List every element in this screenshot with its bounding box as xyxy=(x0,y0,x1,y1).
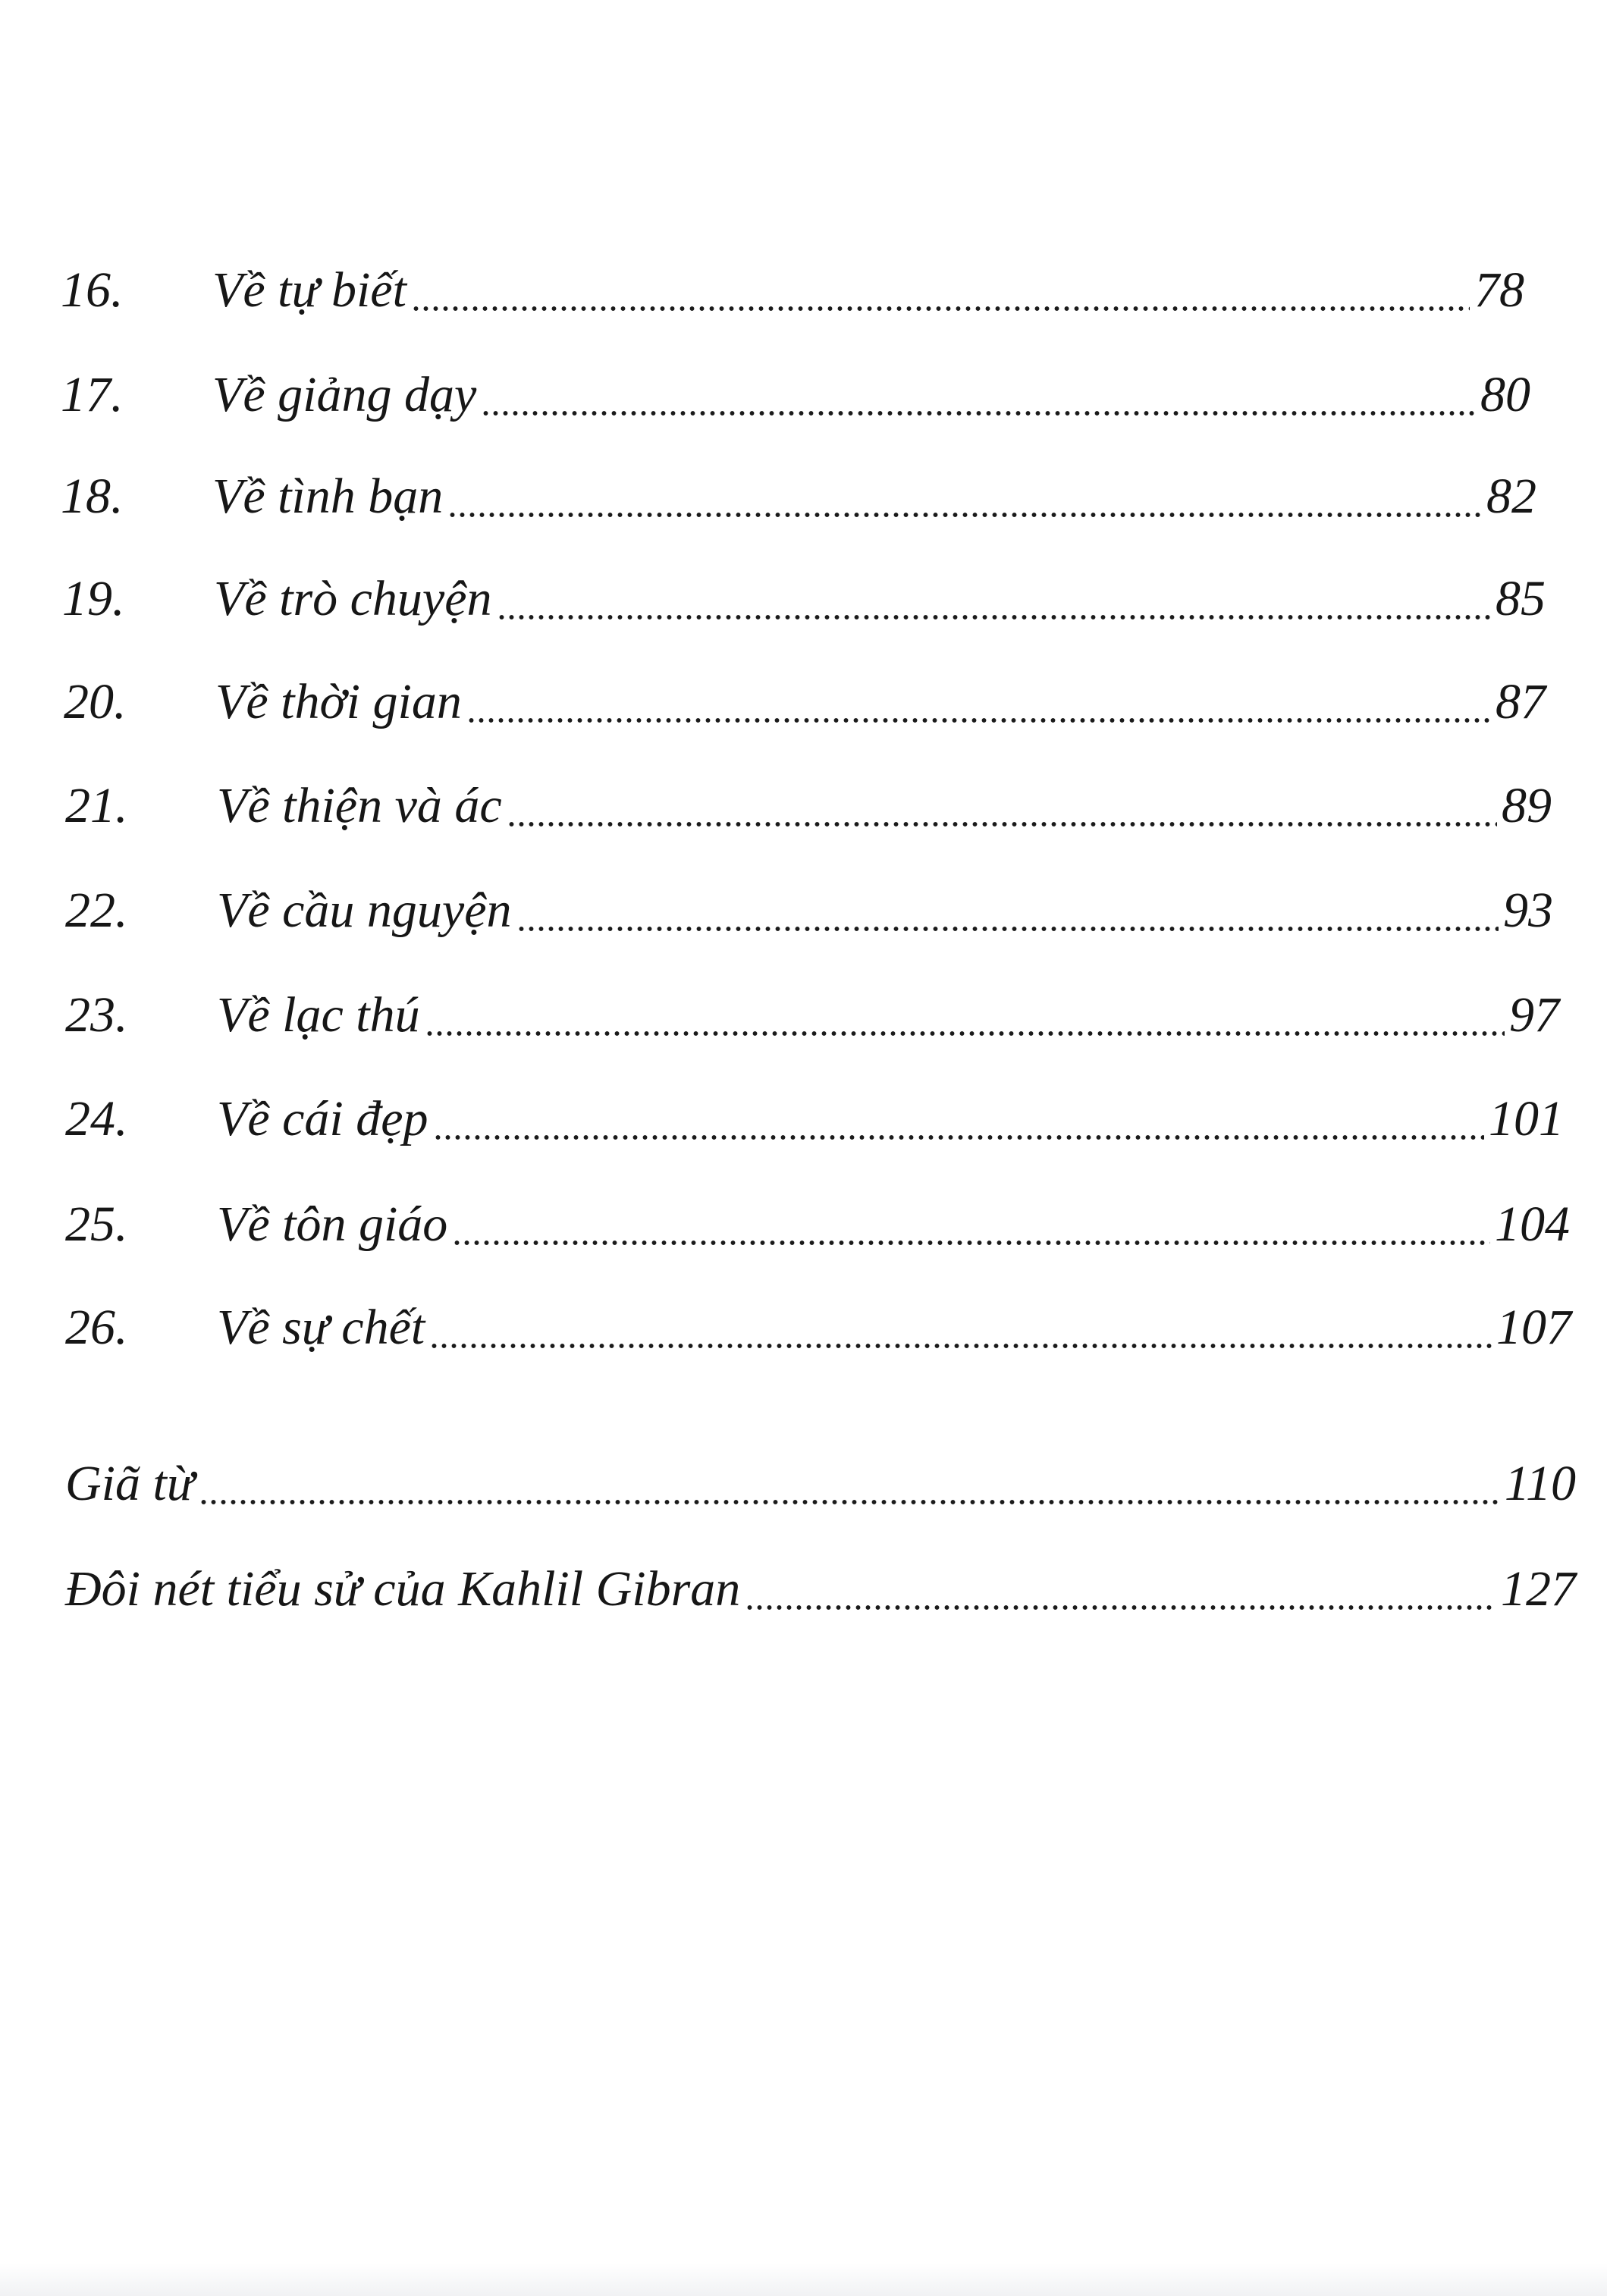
dot-leader xyxy=(507,822,1497,826)
chapter-number: 16. xyxy=(61,262,124,318)
page-number: 80 xyxy=(1480,367,1530,422)
page-number: 82 xyxy=(1486,469,1536,524)
dot-leader xyxy=(745,1605,1496,1610)
chapter-number: 18. xyxy=(61,469,124,524)
page-number: 97 xyxy=(1509,987,1559,1043)
page-number: 85 xyxy=(1496,571,1546,626)
page-number: 101 xyxy=(1489,1091,1564,1146)
chapter-title: Về cầu nguyện xyxy=(217,883,512,938)
toc-entry[interactable] xyxy=(65,883,1553,938)
dot-leader xyxy=(481,411,1476,416)
chapter-title: Về sự chết xyxy=(217,1300,425,1355)
page-number: 127 xyxy=(1501,1561,1576,1617)
toc-entry[interactable] xyxy=(65,1300,1571,1355)
page-number: 78 xyxy=(1474,262,1524,318)
toc-entry[interactable] xyxy=(64,674,1546,729)
page-number: 110 xyxy=(1504,1456,1576,1511)
chapter-number: 17. xyxy=(61,367,124,422)
chapter-title: Về tôn giáo xyxy=(217,1197,448,1252)
dot-leader xyxy=(199,1500,1500,1504)
dot-leader xyxy=(466,718,1491,723)
chapter-number: 26. xyxy=(65,1300,128,1355)
dot-leader xyxy=(516,927,1499,931)
chapter-number: 22. xyxy=(65,883,128,938)
toc-entry[interactable] xyxy=(61,367,1530,422)
dot-leader xyxy=(429,1344,1492,1348)
toc-entry[interactable] xyxy=(65,1197,1570,1252)
page-number: 93 xyxy=(1503,883,1553,938)
toc-entry[interactable] xyxy=(65,778,1552,833)
chapter-number: 20. xyxy=(64,674,127,729)
chapter-number: 24. xyxy=(65,1091,128,1146)
chapter-title: Về tình bạn xyxy=(212,469,444,524)
toc-entry[interactable] xyxy=(62,571,1546,626)
toc-entry[interactable] xyxy=(65,987,1559,1043)
toc-entry[interactable] xyxy=(65,1456,1576,1511)
chapter-title: Về tự biết xyxy=(212,262,406,318)
section-title: Giã từ xyxy=(65,1456,194,1511)
chapter-number: 25. xyxy=(65,1197,128,1252)
chapter-title: Về lạc thú xyxy=(217,987,420,1043)
dot-leader xyxy=(497,615,1491,619)
chapter-title: Về thiện và ác xyxy=(217,778,502,833)
dot-leader xyxy=(411,306,1470,311)
chapter-title: Về giảng dạy xyxy=(212,367,477,422)
toc-entry[interactable] xyxy=(65,1091,1564,1146)
toc-entry[interactable] xyxy=(61,469,1536,524)
chapter-title: Về trò chuyện xyxy=(214,571,492,626)
page-number: 89 xyxy=(1502,778,1552,833)
chapter-number: 19. xyxy=(62,571,125,626)
page-bottom-edge xyxy=(0,2263,1607,2296)
page-number: 104 xyxy=(1495,1197,1570,1252)
chapter-number: 23. xyxy=(65,987,128,1043)
dot-leader xyxy=(433,1135,1484,1140)
chapter-title: Về cái đẹp xyxy=(217,1091,428,1146)
toc-entry[interactable] xyxy=(65,1561,1576,1617)
dot-leader xyxy=(447,513,1482,517)
chapter-title: Về thời gian xyxy=(215,674,462,729)
toc-entry[interactable] xyxy=(61,262,1524,318)
page-number: 107 xyxy=(1496,1300,1571,1355)
chapter-number: 21. xyxy=(65,778,128,833)
dot-leader xyxy=(452,1241,1490,1245)
section-title: Đôi nét tiểu sử của Kahlil Gibran xyxy=(65,1561,741,1617)
page-number: 87 xyxy=(1496,674,1546,729)
dot-leader xyxy=(425,1031,1505,1036)
